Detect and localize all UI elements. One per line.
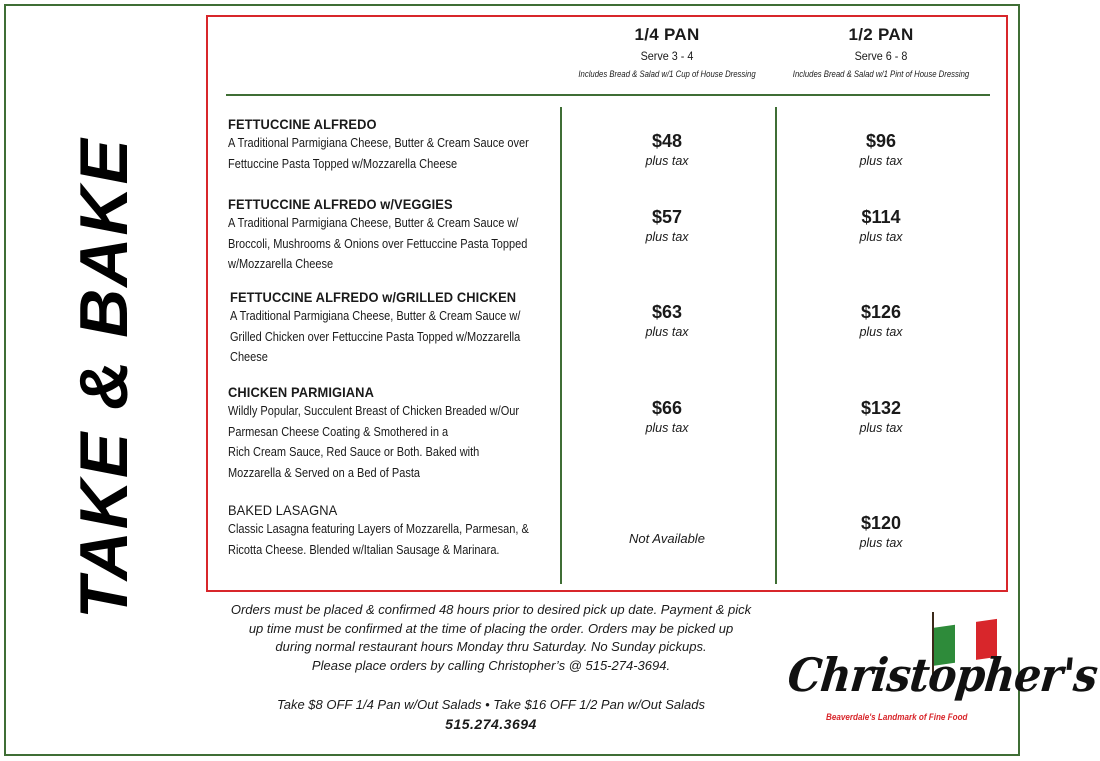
description-line: Rich Cream Sauce, Red Sauce or Both. Baked with — [228, 445, 480, 459]
item-description — [228, 519, 554, 560]
phone-number: 515.274.3694 — [445, 715, 537, 732]
plus-tax-label: plus tax — [645, 154, 689, 168]
item-name: FETTUCCINE ALFREDO — [228, 116, 377, 132]
price-amount: $48 — [651, 131, 683, 151]
side-title: TAKE & BAKE — [66, 137, 142, 619]
menu-item-chicken-parmigiana — [228, 384, 554, 483]
column-includes-label: Includes Bread & Salad w/1 Cup of House Dressing — [578, 69, 756, 79]
plus-tax-label: plus tax — [859, 325, 903, 339]
plus-tax-label: plus tax — [645, 421, 689, 435]
not-available-label: Not Available — [629, 531, 705, 546]
price-amount: $96 — [865, 131, 897, 151]
item-description — [228, 401, 554, 483]
price-half-baked-lasagna — [776, 513, 986, 550]
price-half-fettuccine-alfredo-grilled-chicken — [776, 302, 986, 339]
plus-tax-label: plus tax — [645, 325, 689, 339]
ordering-notes — [206, 601, 776, 733]
description-line: Ricotta Cheese. Blended w/Italian Sausage & Marinara. — [228, 542, 500, 557]
column-serve-label: Serve 3 - 4 — [640, 49, 694, 63]
christophers-logo — [785, 610, 1100, 732]
price-amount: $66 — [651, 398, 683, 418]
column-divider-1 — [560, 107, 562, 584]
menu-item-baked-lasagna — [228, 502, 554, 560]
item-name: FETTUCCINE ALFREDO w/VEGGIES — [228, 196, 453, 212]
price-amount: $126 — [860, 302, 902, 322]
column-header-quarter-pan — [562, 25, 772, 79]
column-includes-label: Includes Bread & Salad w/1 Pint of House Dressing — [792, 69, 970, 79]
price-amount: $114 — [861, 207, 901, 227]
plus-tax-label: plus tax — [859, 230, 903, 244]
price-quarter-fettuccine-alfredo — [562, 131, 772, 168]
description-line: Cheese — [230, 350, 268, 364]
price-half-fettuccine-alfredo-veggies — [776, 207, 986, 244]
price-amount: $63 — [651, 302, 683, 322]
note-line: Orders must be placed & confirmed 48 hours prior to desired pick up date. Payment & pick — [230, 602, 752, 617]
description-line: Wildly Popular, Succulent Breast of Chicken Breaded w/Our — [228, 404, 520, 418]
menu-item-fettuccine-alfredo — [228, 116, 554, 174]
note-line: Please place orders by calling Christopher’s @ 515-274-3694. — [311, 657, 671, 673]
description-line: w/Mozzarella Cheese — [228, 257, 334, 271]
price-amount: $132 — [860, 398, 902, 418]
plus-tax-label: plus tax — [859, 421, 903, 435]
price-half-fettuccine-alfredo — [776, 131, 986, 168]
price-quarter-fettuccine-alfredo-grilled-chicken — [562, 302, 772, 339]
column-header-half-pan — [776, 25, 986, 79]
plus-tax-label: plus tax — [859, 154, 903, 168]
description-line: Classic Lasagna featuring Layers of Mozzarella, Parmesan, & — [228, 522, 529, 536]
description-line: Broccoli, Mushrooms & Onions over Fettuccine Pasta Topped — [228, 236, 528, 251]
logo-wordmark: Christopher's — [785, 648, 1100, 702]
price-amount: $120 — [860, 513, 902, 533]
note-line: during normal restaurant hours Monday thru Saturday. No Sunday pickups. — [275, 639, 707, 654]
description-line: Fettuccine Pasta Topped w/Mozzarella Cheese — [228, 156, 458, 171]
item-name: CHICKEN PARMIGIANA — [228, 384, 374, 400]
column-pan-label: 1/4 PAN — [634, 25, 700, 44]
item-description — [228, 213, 554, 275]
discount-line: Take $8 OFF 1/4 Pan w/Out Salads • Take $16 OFF 1/2 Pan w/Out Salads — [276, 697, 705, 712]
item-name: BAKED LASAGNA — [228, 502, 338, 518]
price-quarter-fettuccine-alfredo-veggies — [562, 207, 772, 244]
header-divider — [226, 94, 990, 96]
description-line: Mozzarella & Served on a Bed of Pasta — [228, 465, 421, 480]
description-line: A Traditional Parmigiana Cheese, Butter & Cream Sauce over — [228, 136, 529, 150]
price-quarter-chicken-parmigiana — [562, 398, 772, 435]
price-half-chicken-parmigiana — [776, 398, 986, 435]
plus-tax-label: plus tax — [645, 230, 689, 244]
description-line: A Traditional Parmigiana Cheese, Butter & Cream Sauce w/ — [228, 216, 519, 230]
item-description — [228, 133, 554, 174]
column-serve-label: Serve 6 - 8 — [854, 49, 908, 63]
menu-item-fettuccine-alfredo-grilled-chicken — [230, 289, 556, 368]
item-description — [230, 306, 556, 368]
logo-tagline: Beaverdale's Landmark of Fine Food — [826, 712, 968, 722]
spacer — [206, 675, 776, 696]
item-name: FETTUCCINE ALFREDO w/GRILLED CHICKEN — [230, 289, 517, 305]
plus-tax-label: plus tax — [859, 536, 903, 550]
description-line: Grilled Chicken over Fettuccine Pasta Topped w/Mozzarella — [230, 329, 521, 344]
column-pan-label: 1/2 PAN — [848, 25, 914, 44]
price-quarter-baked-lasagna — [562, 531, 772, 546]
menu-item-fettuccine-alfredo-veggies — [228, 196, 554, 275]
price-amount: $57 — [651, 207, 683, 227]
description-line: Parmesan Cheese Coating & Smothered in a — [228, 424, 449, 439]
note-line: up time must be confirmed at the time of placing the order. Orders may be picked up — [248, 620, 734, 636]
description-line: A Traditional Parmigiana Cheese, Butter & Cream Sauce w/ — [230, 309, 521, 323]
